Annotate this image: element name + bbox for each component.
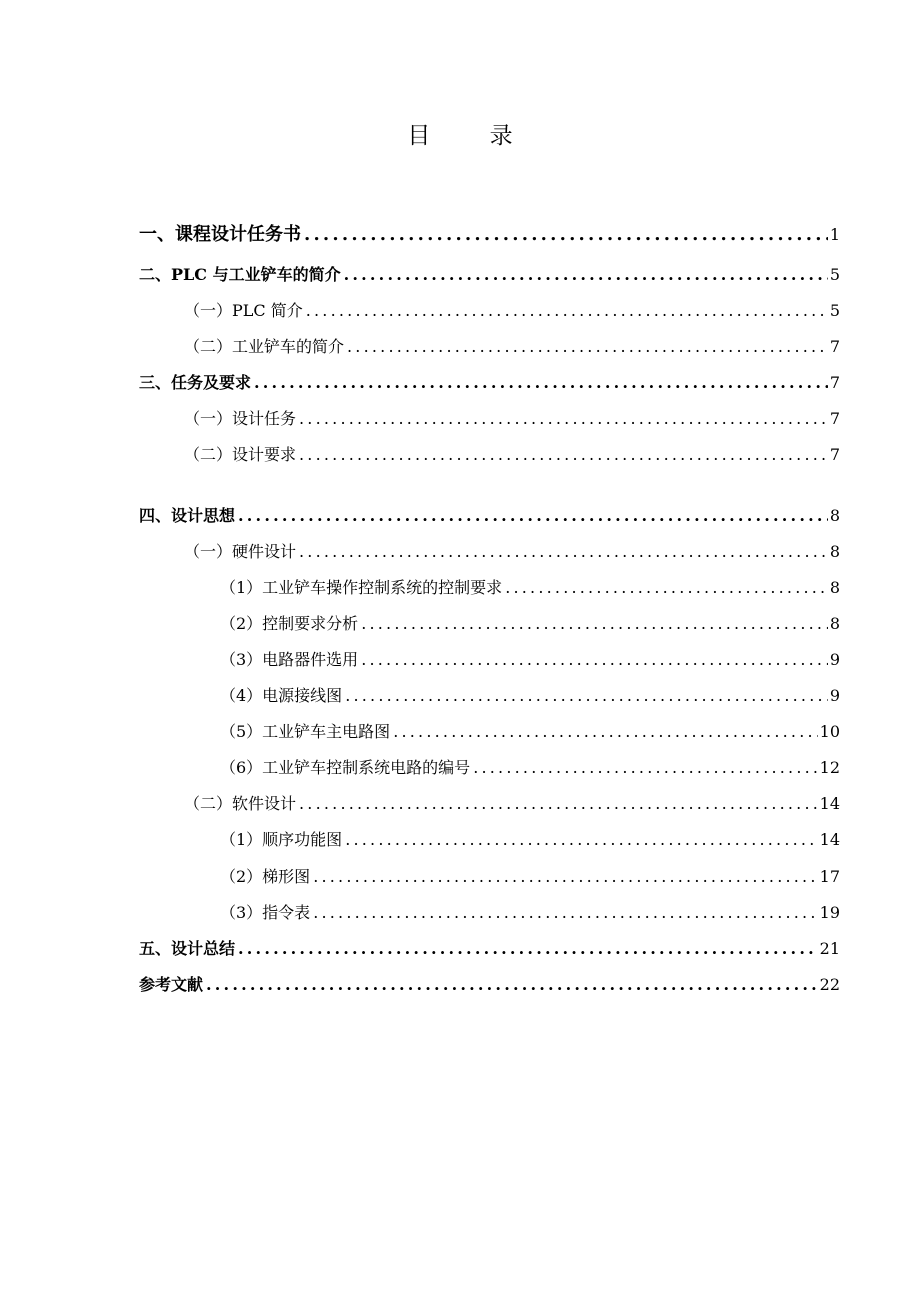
toc-entry-label: （二）软件设计 bbox=[184, 794, 297, 813]
dot-leader bbox=[206, 972, 818, 998]
toc-entry-power-wiring[interactable] bbox=[220, 683, 840, 709]
toc-entry-label: 一、课程设计任务书 bbox=[139, 224, 301, 245]
dot-leader bbox=[238, 503, 828, 529]
dot-leader bbox=[304, 222, 828, 248]
toc-entry-label: 三、任务及要求 bbox=[139, 373, 252, 392]
toc-entry-label: （一）硬件设计 bbox=[184, 542, 297, 561]
toc-entry-page: 9 bbox=[829, 686, 840, 705]
toc-entry-ladder-diagram[interactable] bbox=[220, 864, 840, 890]
dot-leader bbox=[299, 539, 828, 565]
toc-entry-page: 5 bbox=[829, 265, 840, 284]
toc-entry-label: （一）设计任务 bbox=[184, 409, 297, 428]
toc-entry-page: 7 bbox=[829, 373, 840, 392]
dot-leader bbox=[505, 575, 828, 601]
toc-entry-label: 参考文献 bbox=[139, 975, 204, 994]
toc-entry-page: 22 bbox=[819, 975, 840, 994]
toc-entry-page: 7 bbox=[829, 337, 840, 356]
toc-entry-control-requirements[interactable] bbox=[220, 575, 840, 601]
dot-leader bbox=[299, 406, 828, 432]
toc-entry-page: 14 bbox=[819, 794, 840, 813]
toc-entry-label: 五、设计总结 bbox=[139, 939, 236, 958]
dot-leader bbox=[238, 936, 818, 962]
dot-leader bbox=[345, 827, 817, 853]
dot-leader bbox=[347, 334, 828, 360]
toc-entry-design-requirements[interactable] bbox=[184, 442, 840, 468]
toc-entry-label: （二）工业铲车的简介 bbox=[184, 337, 345, 356]
toc-entry-page: 8 bbox=[829, 506, 840, 525]
toc-entry-references[interactable] bbox=[139, 972, 840, 998]
toc-entry-label: 二、PLC 与工业铲车的简介 bbox=[139, 265, 341, 284]
toc-entry-label: （3）电路器件选用 bbox=[220, 650, 359, 669]
dot-leader bbox=[254, 370, 828, 396]
toc-entry-page: 5 bbox=[829, 301, 840, 320]
dot-leader bbox=[361, 611, 828, 637]
toc-entry-page: 12 bbox=[819, 758, 840, 777]
toc-entry-label: （一）PLC 简介 bbox=[184, 301, 303, 320]
toc-entry-page: 17 bbox=[819, 867, 840, 886]
toc-entry-label: （5）工业铲车主电路图 bbox=[220, 722, 391, 741]
dot-leader bbox=[344, 262, 828, 288]
toc-entry-label: （二）设计要求 bbox=[184, 445, 297, 464]
dot-leader bbox=[299, 442, 828, 468]
dot-leader bbox=[393, 719, 817, 745]
toc-entry-plc-intro[interactable] bbox=[139, 262, 840, 288]
toc-entry-tasks-requirements[interactable] bbox=[139, 370, 840, 396]
toc-entry-circuit-numbering[interactable] bbox=[220, 755, 840, 781]
toc-entry-software-design[interactable] bbox=[184, 791, 840, 817]
toc-entry-sequential-function-chart[interactable] bbox=[220, 827, 840, 853]
toc-entry-page: 8 bbox=[829, 578, 840, 597]
toc-entry-label: （2）梯形图 bbox=[220, 867, 311, 886]
toc-entry-page: 7 bbox=[829, 409, 840, 428]
toc-entry-page: 14 bbox=[819, 830, 840, 849]
dot-leader bbox=[313, 864, 817, 890]
dot-leader bbox=[313, 900, 817, 926]
toc-entry-label: （1）工业铲车操作控制系统的控制要求 bbox=[220, 578, 503, 597]
toc-entry-label: 四、设计思想 bbox=[139, 506, 236, 525]
dot-leader bbox=[306, 298, 828, 324]
toc-entry-page: 21 bbox=[819, 939, 840, 958]
toc-entry-design-summary[interactable] bbox=[139, 936, 840, 962]
toc-entry-plc-overview[interactable] bbox=[184, 298, 840, 324]
dot-leader bbox=[299, 791, 818, 817]
toc-entry-task-book[interactable] bbox=[139, 222, 840, 248]
toc-entry-design-task[interactable] bbox=[184, 406, 840, 432]
toc-entry-hardware-design[interactable] bbox=[184, 539, 840, 565]
toc-entry-requirement-analysis[interactable] bbox=[220, 611, 840, 637]
toc-entry-label: （2）控制要求分析 bbox=[220, 614, 359, 633]
toc-entry-page: 19 bbox=[819, 903, 840, 922]
toc-entry-page: 1 bbox=[829, 225, 840, 244]
toc-entry-page: 7 bbox=[829, 445, 840, 464]
toc-entry-design-ideas[interactable] bbox=[139, 503, 840, 529]
toc-entry-label: （6）工业铲车控制系统电路的编号 bbox=[220, 758, 471, 777]
toc-entry-page: 8 bbox=[829, 614, 840, 633]
toc-entry-instruction-list[interactable] bbox=[220, 900, 840, 926]
page-title: 目 录 bbox=[407, 123, 539, 149]
toc-entry-page: 8 bbox=[829, 542, 840, 561]
toc-entry-page: 9 bbox=[829, 650, 840, 669]
toc-entry-main-circuit[interactable] bbox=[220, 719, 840, 745]
toc-entry-component-selection[interactable] bbox=[220, 647, 840, 673]
dot-leader bbox=[361, 647, 828, 673]
toc-entry-label: （4）电源接线图 bbox=[220, 686, 343, 705]
toc-entry-label: （1）顺序功能图 bbox=[220, 830, 343, 849]
toc-entry-page: 10 bbox=[819, 722, 840, 741]
toc-entry-label: （3）指令表 bbox=[220, 903, 311, 922]
toc-entry-forklift-overview[interactable] bbox=[184, 334, 840, 360]
dot-leader bbox=[345, 683, 828, 709]
dot-leader bbox=[473, 755, 817, 781]
